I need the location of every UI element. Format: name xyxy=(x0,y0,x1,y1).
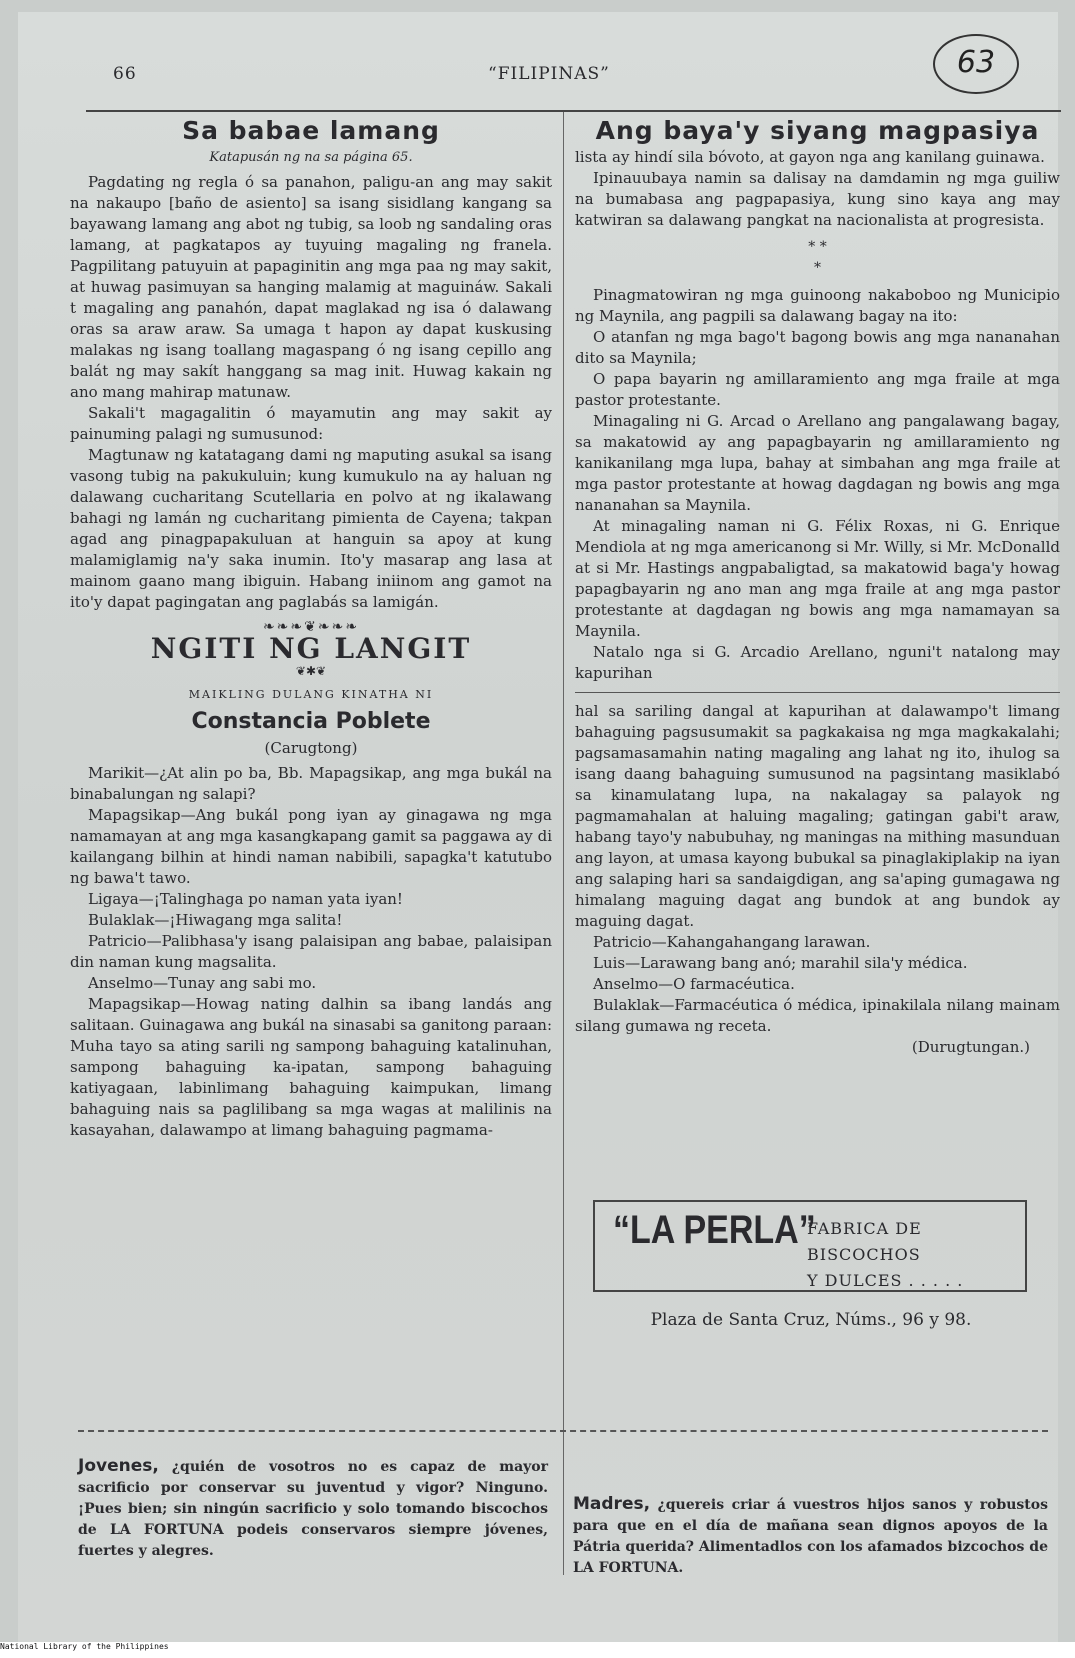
ornament-divider: ❧❧❧❦❧❧❧ xyxy=(262,619,360,635)
dialogue-line: Ligaya—¡Talinghaga po naman yata iyan! xyxy=(88,890,403,908)
dialogue-line: Mapagsikap—Howag nating dalhin sa ibang landás ang salitaan. Guinagawa ang bukál na sinasabi sa ganitong paraan: Muha tayo sa ating sarili ng sampong bahaguing katalinuhan, sampong bahaguing ka-ipatan, sampong bahaguing katiyagaan, labinlimang bahaguing kaimpukan, limang bahaguing nais sa paglilibang sa mga wagas at malilinis na kasayahan, dalawampo at limang bahaguing pagmama- xyxy=(70,995,552,1139)
dialogue-line: Anselmo—Tunay ang sabi mo. xyxy=(88,974,317,992)
article-paragraph: O papa bayarin ng amillaramiento ang mga fraile at mga pastor protestante. xyxy=(575,370,1060,409)
newspaper-page xyxy=(18,12,1058,1642)
article-paragraph: Sakali't magagalitin ó mayamutin ang may sakit ay painuming palagi ng sumusunod: xyxy=(70,404,552,443)
article-paragraph: Pinagmatowiran ng mga guinoong nakaboboo ng Municipio ng Maynila, ang pagpili sa dalawang bagay na ito: xyxy=(575,286,1060,325)
ad-description xyxy=(807,1216,1025,1294)
article-paragraph: lista ay hindí sila bóvoto, at gayon nga ang kanilang guinawa. xyxy=(575,148,1045,166)
article-paragraph: Minagaling ni G. Arcad o Arellano ang pangalawang bagay, sa makatowid ay ang papagbayarin ng amillaramiento ng kanikanilang mga lupa, bahay at simbahan ang mga fraile at mga pastor protestante at howag dagdagan ng bowis ang mga nananahan sa Maynila. xyxy=(575,412,1060,514)
ad-body: ¿quién de vosotros no es capaz de mayor sacrificio por conservar su juventud y vigor? Ninguno. ¡Pues bien; sin ningún sacrificio y solo tomando biscochos de LA FORTUNA podeis conservaros siempre jóvenes, fuertes y alegres. xyxy=(78,1459,548,1559)
ad-brand-name: “LA PERLA” xyxy=(613,1208,816,1252)
to-be-continued: (Durugtungan.) xyxy=(911,1038,1030,1056)
article-paragraph: Ipinauubaya namin sa dalisay na damdamin ng mga guiliw na bumabasa ang pagpapasiya, kung sino kaya ang may katwiran sa dalawang pangkat na nacionalista at progresista. xyxy=(575,169,1060,229)
page-number: 66 xyxy=(113,64,137,84)
dialogue-line: Anselmo—O farmacéutica. xyxy=(593,975,795,993)
continued-marker: (Carugtong) xyxy=(264,739,358,757)
la-perla-advertisement xyxy=(593,1200,1027,1292)
small-ornament: ❦✱❦ xyxy=(295,664,327,678)
dialogue-line: Patricio—Palibhasa'y isang palaisipan ang babae, palaisipan din naman kung magsalita. xyxy=(70,932,552,971)
section-stars: * * * xyxy=(808,239,827,276)
dialogue-line: Patricio—Kahangahangang larawan. xyxy=(593,933,871,951)
dialogue-line: Marikit—¿At alin po ba, Bb. Mapagsikap, ang mga bukál na binabalungan ng salapi? xyxy=(70,764,552,803)
article-paragraph: Pagdating ng regla ó sa panahon, paligu-an ang may sakit na nakaupo [baño de asiento] sa isang sisidlang kangang sa bayawang lamang ang abot ng tubig, sa loob ng sandaling oras lamang, at pagkatapos ay tuyuing magaling ng franela. Pagpilitang patuyuin at papaginitin ang mga paa ng may sakit, at huwag pasimuyan sa hanging malamig at maguináw. Sakali t magaling ang panahón, dapat maglakad ng isa ó dalawang oras sa araw araw. Sa umaga t hapon ay dapat kuskusing malakas ng isang toallang magaspang ó ng isang cepillo ang balát ng may sakít hanggang sa mag init. Huwag kakain ng ano mang mahirap matunaw. xyxy=(70,173,552,401)
fortuna-ad-jovenes xyxy=(78,1456,548,1562)
dialogue-line: hal sa sariling dangal at kapurihan at dalawampo't limang bahaguing pagsusumakit sa pagkakaisa ng mga magkakalahi; pagsamasamahin nating magaling ang lahat ng ito, ihulog sa isang daang bahaguing sumusunod na pagsintang masiklabó sa kinamulatang lupa, na nakalagay sa palayok ng pagmamahalan at haluing magaling; gatingan gabi't araw, habang tayo'y nabubuhay, ng maningas na mithing masunduan ang layon, at umasa kayong bubukal sa pinaglakiplakip na iyan ang salaping hari sa sandaigdigan, ang sa'aping gumagawa ng himalang maguing dagat ang bundok at ang bundok ay maguing dagat. xyxy=(575,702,1060,930)
right-column xyxy=(575,116,1060,1058)
article-paragraph: At minagaling naman ni G. Félix Roxas, ni G. Enrique Mendiola at ng mga americanong si Mr. Willy, si Mr. McDonalld at si Mr. Hastings angpabaligtad, sa makatowid baga'y howag papagbayarin ng ano man ang mga fraile at ang mga pastor protestante at dagdagan ng bowis ang mga namamayan sa Maynila. xyxy=(575,517,1060,640)
footer-rule xyxy=(78,1430,1048,1432)
article-paragraph: Natalo nga si G. Arcadio Arellano, nguni't natalong may kapurihan xyxy=(575,643,1060,682)
column-divider xyxy=(563,112,564,1575)
header-rule xyxy=(86,110,1061,112)
article-paragraph: O atanfan ng mga bago't bagong bowis ang mga nananahan dito sa Maynila; xyxy=(575,328,1060,367)
section-rule xyxy=(575,692,1060,693)
play-title: NGITI NG LANGIT xyxy=(150,632,472,665)
article-heading: Ang baya'y siyang magpasiya xyxy=(595,116,1040,145)
handwritten-page-stamp: 63 xyxy=(933,34,1019,94)
ad-body: ¿quereis criar á vuestros hijos sanos y robustos para que en el día de mañana sean dignos apoyos de la Pátria querida? Alimentadlos con los afamados bizcochos de LA FORTUNA. xyxy=(573,1497,1048,1576)
article-heading: Sa babae lamang xyxy=(182,116,440,145)
dialogue-line: Mapagsikap—Ang bukál pong iyan ay ginagawa ng mga namamayan at ang mga kasangkapang gamit sa paggawa ay di kailangang bilhin at hindi naman nabibili, sapagka't katutubo ng bawa't tawo. xyxy=(70,806,552,887)
ad-desc-line: FABRICA DE BISCOCHOS xyxy=(807,1219,922,1264)
fortuna-ad-madres xyxy=(573,1494,1048,1579)
ad-address: Plaza de Santa Cruz, Núms., 96 y 98. xyxy=(650,1310,972,1330)
dialogue-line: Bulaklak—¡Hiwagang mga salita! xyxy=(88,911,343,929)
dialogue-line: Luis—Larawang bang anó; marahil sila'y médica. xyxy=(593,954,968,972)
continuation-note: Katapusán ng na sa página 65. xyxy=(209,150,413,165)
play-author: Constancia Poblete xyxy=(191,709,431,734)
ad-desc-line: Y DULCES . . . . . xyxy=(807,1271,964,1290)
article-paragraph: Magtunaw ng katatagang dami ng maputing asukal sa isang vasong tubig na pakukuluin; kung kumukulo na ay haluan ng dalawang cucharitang Scutellaria en polvo at ng ikalawang bahagi ng lamán ng cucharitang pimienta de Cayena; takpan agad ang pinagpapakuluan at hanguin sa apoy at kung malamiglamig na'y saka inumin. Ito'y masarap ang lasa at mainom gaano mang ibiguin. Habang iniinom ang gamot na ito'y dapat pagingatan ang paglabás sa lamigán. xyxy=(70,446,552,611)
library-colophon: National Library of the Philippines xyxy=(0,1642,1075,1658)
ad-lead-word: Madres, xyxy=(573,1494,651,1514)
play-subtitle: MAIKLING DULANG KINATHA NI xyxy=(188,688,434,701)
dialogue-line: Bulaklak—Farmacéutica ó médica, ipinakilala nilang mainam silang gumawa ng receta. xyxy=(575,996,1060,1035)
ad-lead-word: Jovenes, xyxy=(78,1456,159,1476)
publication-title: “FILIPINAS” xyxy=(488,64,610,84)
left-column xyxy=(70,116,552,1141)
